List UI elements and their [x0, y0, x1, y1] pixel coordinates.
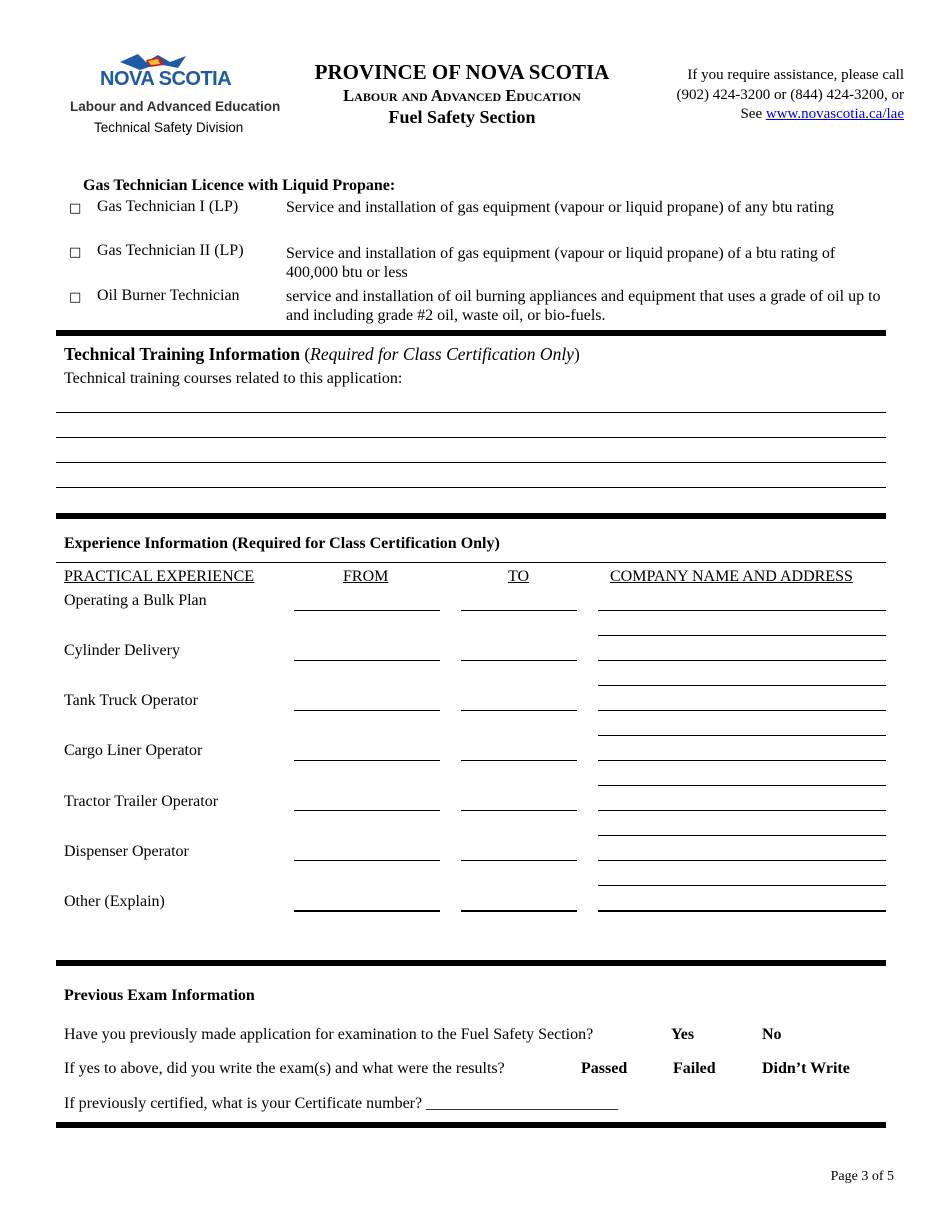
- checkbox-gt2[interactable]: □: [69, 245, 82, 260]
- checkbox-oil-burner[interactable]: □: [69, 290, 82, 305]
- experience-divider: [56, 562, 886, 563]
- to-field[interactable]: [461, 660, 577, 661]
- assist-line-2: (902) 424-3200 or (844) 424-3200, or: [676, 86, 904, 103]
- licence-desc-gt1: Service and installation of gas equipment (vapour or liquid propane) of any btu rating: [286, 199, 834, 216]
- company-field[interactable]: [598, 710, 886, 711]
- training-heading: Technical Training Information: [64, 344, 300, 364]
- answer-passed[interactable]: Passed: [581, 1060, 628, 1077]
- training-prompt: Technical training courses related to this application:: [64, 370, 403, 387]
- company-field[interactable]: [598, 835, 886, 836]
- logo-department: Labour and Advanced Education: [70, 99, 281, 114]
- section-divider: [56, 960, 886, 966]
- from-field[interactable]: [294, 810, 440, 811]
- col-company: COMPANY NAME AND ADDRESS: [610, 568, 853, 585]
- col-practical-experience: PRACTICAL EXPERIENCE: [64, 568, 255, 585]
- experience-heading: Experience Information (Required for Class Certification Only): [64, 535, 500, 552]
- experience-row-label: Tractor Trailer Operator: [64, 793, 219, 810]
- company-field[interactable]: [598, 785, 886, 786]
- to-field[interactable]: [461, 910, 577, 912]
- checkbox-gt1[interactable]: □: [69, 201, 82, 216]
- answer-no[interactable]: No: [762, 1026, 782, 1043]
- from-field[interactable]: [294, 760, 440, 761]
- exam-question-3[interactable]: If previously certified, what is your Certificate number? ________________________: [64, 1095, 619, 1112]
- page-number: Page 3 of 5: [830, 1169, 894, 1184]
- from-field[interactable]: [294, 860, 440, 861]
- training-line-1[interactable]: [56, 412, 886, 413]
- assist-line-1: If you require assistance, please call: [687, 67, 904, 83]
- from-field[interactable]: [294, 660, 440, 661]
- from-field[interactable]: [294, 710, 440, 711]
- page-title: PROVINCE OF NOVA SCOTIA: [314, 60, 610, 84]
- experience-row-label: Other (Explain): [64, 893, 165, 910]
- training-line-4[interactable]: [56, 487, 886, 488]
- experience-row-label: Dispenser Operator: [64, 843, 189, 860]
- experience-row-label: Cargo Liner Operator: [64, 742, 203, 759]
- logo-division: Technical Safety Division: [94, 120, 244, 135]
- department-title: Labour and Advanced Education: [343, 86, 581, 105]
- training-line-2[interactable]: [56, 437, 886, 438]
- company-field[interactable]: [598, 685, 886, 686]
- to-field[interactable]: [461, 760, 577, 761]
- answer-failed[interactable]: Failed: [673, 1060, 716, 1077]
- experience-row-label: Operating a Bulk Plan: [64, 592, 207, 609]
- from-field[interactable]: [294, 610, 440, 611]
- company-field[interactable]: [598, 910, 886, 912]
- licence-desc-gt2: Service and installation of gas equipment (vapour or liquid propane) of a btu rating of 400,000 btu or less: [286, 245, 836, 281]
- to-field[interactable]: [461, 860, 577, 861]
- training-line-3[interactable]: [56, 462, 886, 463]
- section-divider: [56, 330, 886, 336]
- section-divider: [56, 513, 886, 519]
- website-link[interactable]: www.novascotia.ca/lae: [765, 106, 904, 122]
- licence-desc-oil: service and installation of oil burning appliances and equipment that uses a grade of oil up to and including grade #2 oil, waste oil, or bio-fuels.: [286, 288, 881, 324]
- licence-label-gt2: Gas Technician II (LP): [97, 242, 244, 259]
- training-heading-line: Technical Training Information (Required for Class Certification Only): [64, 344, 580, 364]
- licence-label-oil: Oil Burner Technician: [97, 287, 240, 304]
- col-from: FROM: [343, 568, 389, 585]
- from-field[interactable]: [294, 910, 440, 912]
- company-field[interactable]: [598, 660, 886, 661]
- exam-question-1: Have you previously made application for examination to the Fuel Safety Section?: [64, 1026, 594, 1043]
- company-field[interactable]: [598, 610, 886, 611]
- assistance-info: [604, 66, 904, 125]
- company-field[interactable]: [598, 735, 886, 736]
- logo-wordmark: NOVA SCOTIA: [100, 68, 232, 90]
- answer-yes[interactable]: Yes: [671, 1026, 695, 1043]
- col-to: TO: [508, 568, 530, 585]
- answer-didnt-write[interactable]: Didn’t Write: [762, 1060, 850, 1077]
- to-field[interactable]: [461, 810, 577, 811]
- training-note: Required for Class Certification Only: [310, 344, 574, 364]
- section-title: Fuel Safety Section: [388, 107, 536, 127]
- to-field[interactable]: [461, 710, 577, 711]
- to-field[interactable]: [461, 610, 577, 611]
- section-divider: [56, 1122, 886, 1128]
- exam-question-2: If yes to above, did you write the exam(s) and what were the results?: [64, 1060, 505, 1077]
- company-field[interactable]: [598, 860, 886, 861]
- company-field[interactable]: [598, 760, 886, 761]
- licence-heading: Gas Technician Licence with Liquid Propane:: [83, 177, 396, 194]
- company-field[interactable]: [598, 635, 886, 636]
- exam-heading: Previous Exam Information: [64, 987, 255, 1004]
- assist-see: See: [740, 106, 763, 122]
- company-field[interactable]: [598, 885, 886, 886]
- company-field[interactable]: [598, 810, 886, 811]
- experience-row-label: Tank Truck Operator: [64, 692, 198, 709]
- experience-row-label: Cylinder Delivery: [64, 642, 180, 659]
- licence-label-gt1: Gas Technician I (LP): [97, 198, 239, 215]
